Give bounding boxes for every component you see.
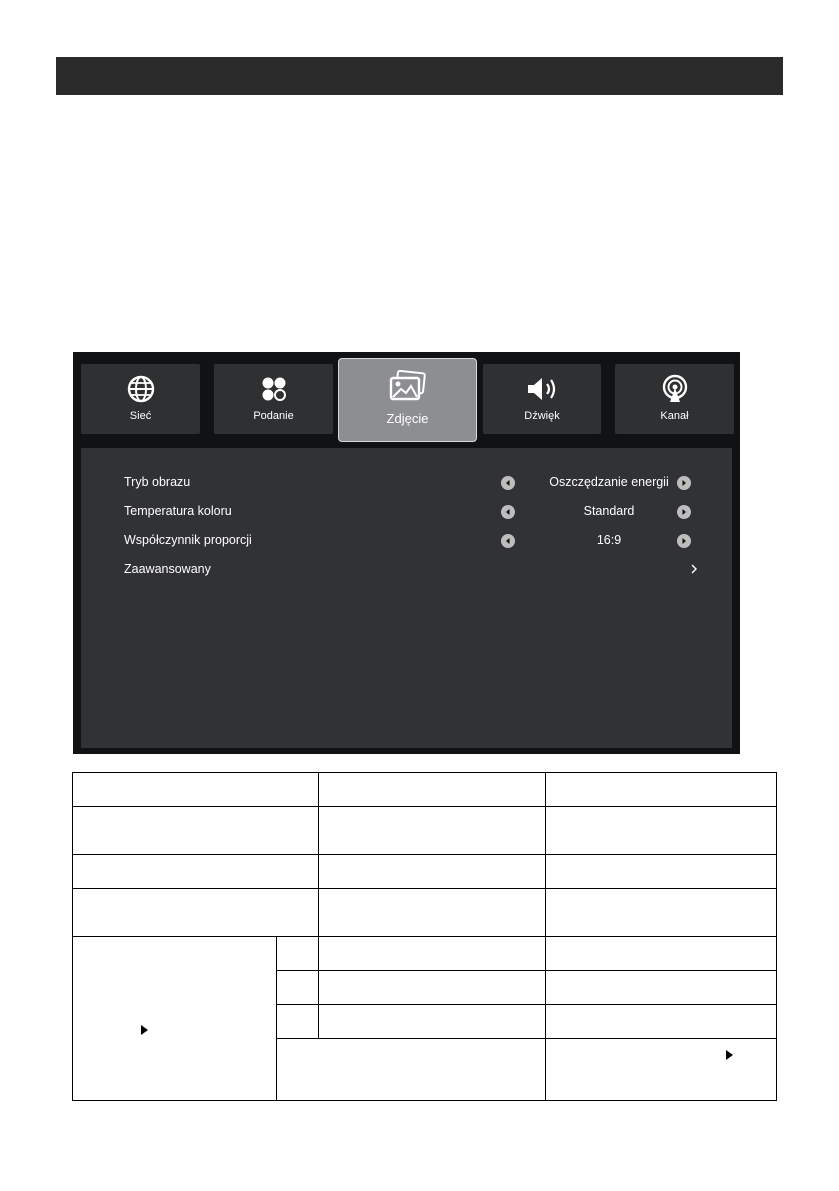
setting-value: 16:9 <box>596 533 622 547</box>
tab-picture[interactable] <box>338 358 477 442</box>
tv-settings-screen <box>73 352 740 754</box>
settings-panel <box>81 448 732 748</box>
arrow-right-icon[interactable] <box>677 534 691 548</box>
table-cell <box>546 889 777 937</box>
table-cell <box>277 971 319 1005</box>
arrow-right-icon[interactable] <box>677 505 691 519</box>
table-cell <box>546 937 777 971</box>
tab-network-label: Sieć <box>129 410 152 422</box>
header-bar <box>56 57 783 95</box>
table-cell <box>319 937 546 971</box>
table-cell <box>277 937 319 971</box>
tab-sound-label: Dźwięk <box>524 410 560 422</box>
globe-icon <box>127 374 155 404</box>
tab-channel[interactable] <box>615 364 734 434</box>
triangle-right-icon <box>141 1025 148 1035</box>
table-cell <box>277 1039 546 1101</box>
tab-network[interactable] <box>81 364 200 434</box>
table-cell <box>546 773 777 807</box>
table-cell <box>73 773 319 807</box>
setting-name: Temperatura koloru <box>124 504 232 518</box>
table-cell <box>546 1005 777 1039</box>
setting-value: Standard <box>583 504 635 518</box>
table-cell <box>546 1039 777 1101</box>
table-cell <box>73 889 319 937</box>
description-table <box>72 772 777 1101</box>
setting-row-picture-mode[interactable] <box>124 473 699 493</box>
arrow-right-icon[interactable] <box>677 476 691 490</box>
table-cell <box>546 807 777 855</box>
setting-name: Zaawansowany <box>124 562 211 576</box>
arrow-left-icon[interactable] <box>501 505 515 519</box>
setting-name: Tryb obrazu <box>124 475 191 489</box>
tab-apps-label: Podanie <box>253 410 294 422</box>
table-cell <box>319 1005 546 1039</box>
chevron-right-icon <box>689 560 699 581</box>
table-cell <box>73 855 319 889</box>
antenna-icon <box>661 374 689 404</box>
table-cell <box>546 971 777 1005</box>
table-cell <box>319 971 546 1005</box>
table-cell <box>319 855 546 889</box>
setting-name: Współczynnik proporcji <box>124 533 252 547</box>
arrow-left-icon[interactable] <box>501 476 515 490</box>
tab-sound[interactable] <box>483 364 601 434</box>
speaker-icon <box>525 374 559 404</box>
table-cell <box>319 889 546 937</box>
setting-row-advanced[interactable] <box>124 560 699 580</box>
setting-value: Oszczędzanie energii <box>549 475 669 489</box>
tab-apps[interactable] <box>214 364 333 434</box>
table-cell <box>73 807 319 855</box>
setting-row-aspect-ratio[interactable] <box>124 531 699 551</box>
table-cell-merged <box>73 937 277 1101</box>
setting-row-color-temperature[interactable] <box>124 502 699 522</box>
arrow-left-icon[interactable] <box>501 534 515 548</box>
table-cell <box>319 773 546 807</box>
picture-icon <box>388 371 428 401</box>
triangle-right-icon <box>726 1050 733 1060</box>
table-cell <box>546 855 777 889</box>
apps-icon <box>260 374 288 404</box>
table-cell <box>319 807 546 855</box>
tab-picture-label: Zdjęcie <box>386 411 429 426</box>
table-cell <box>277 1005 319 1039</box>
tab-channel-label: Kanał <box>660 410 689 422</box>
